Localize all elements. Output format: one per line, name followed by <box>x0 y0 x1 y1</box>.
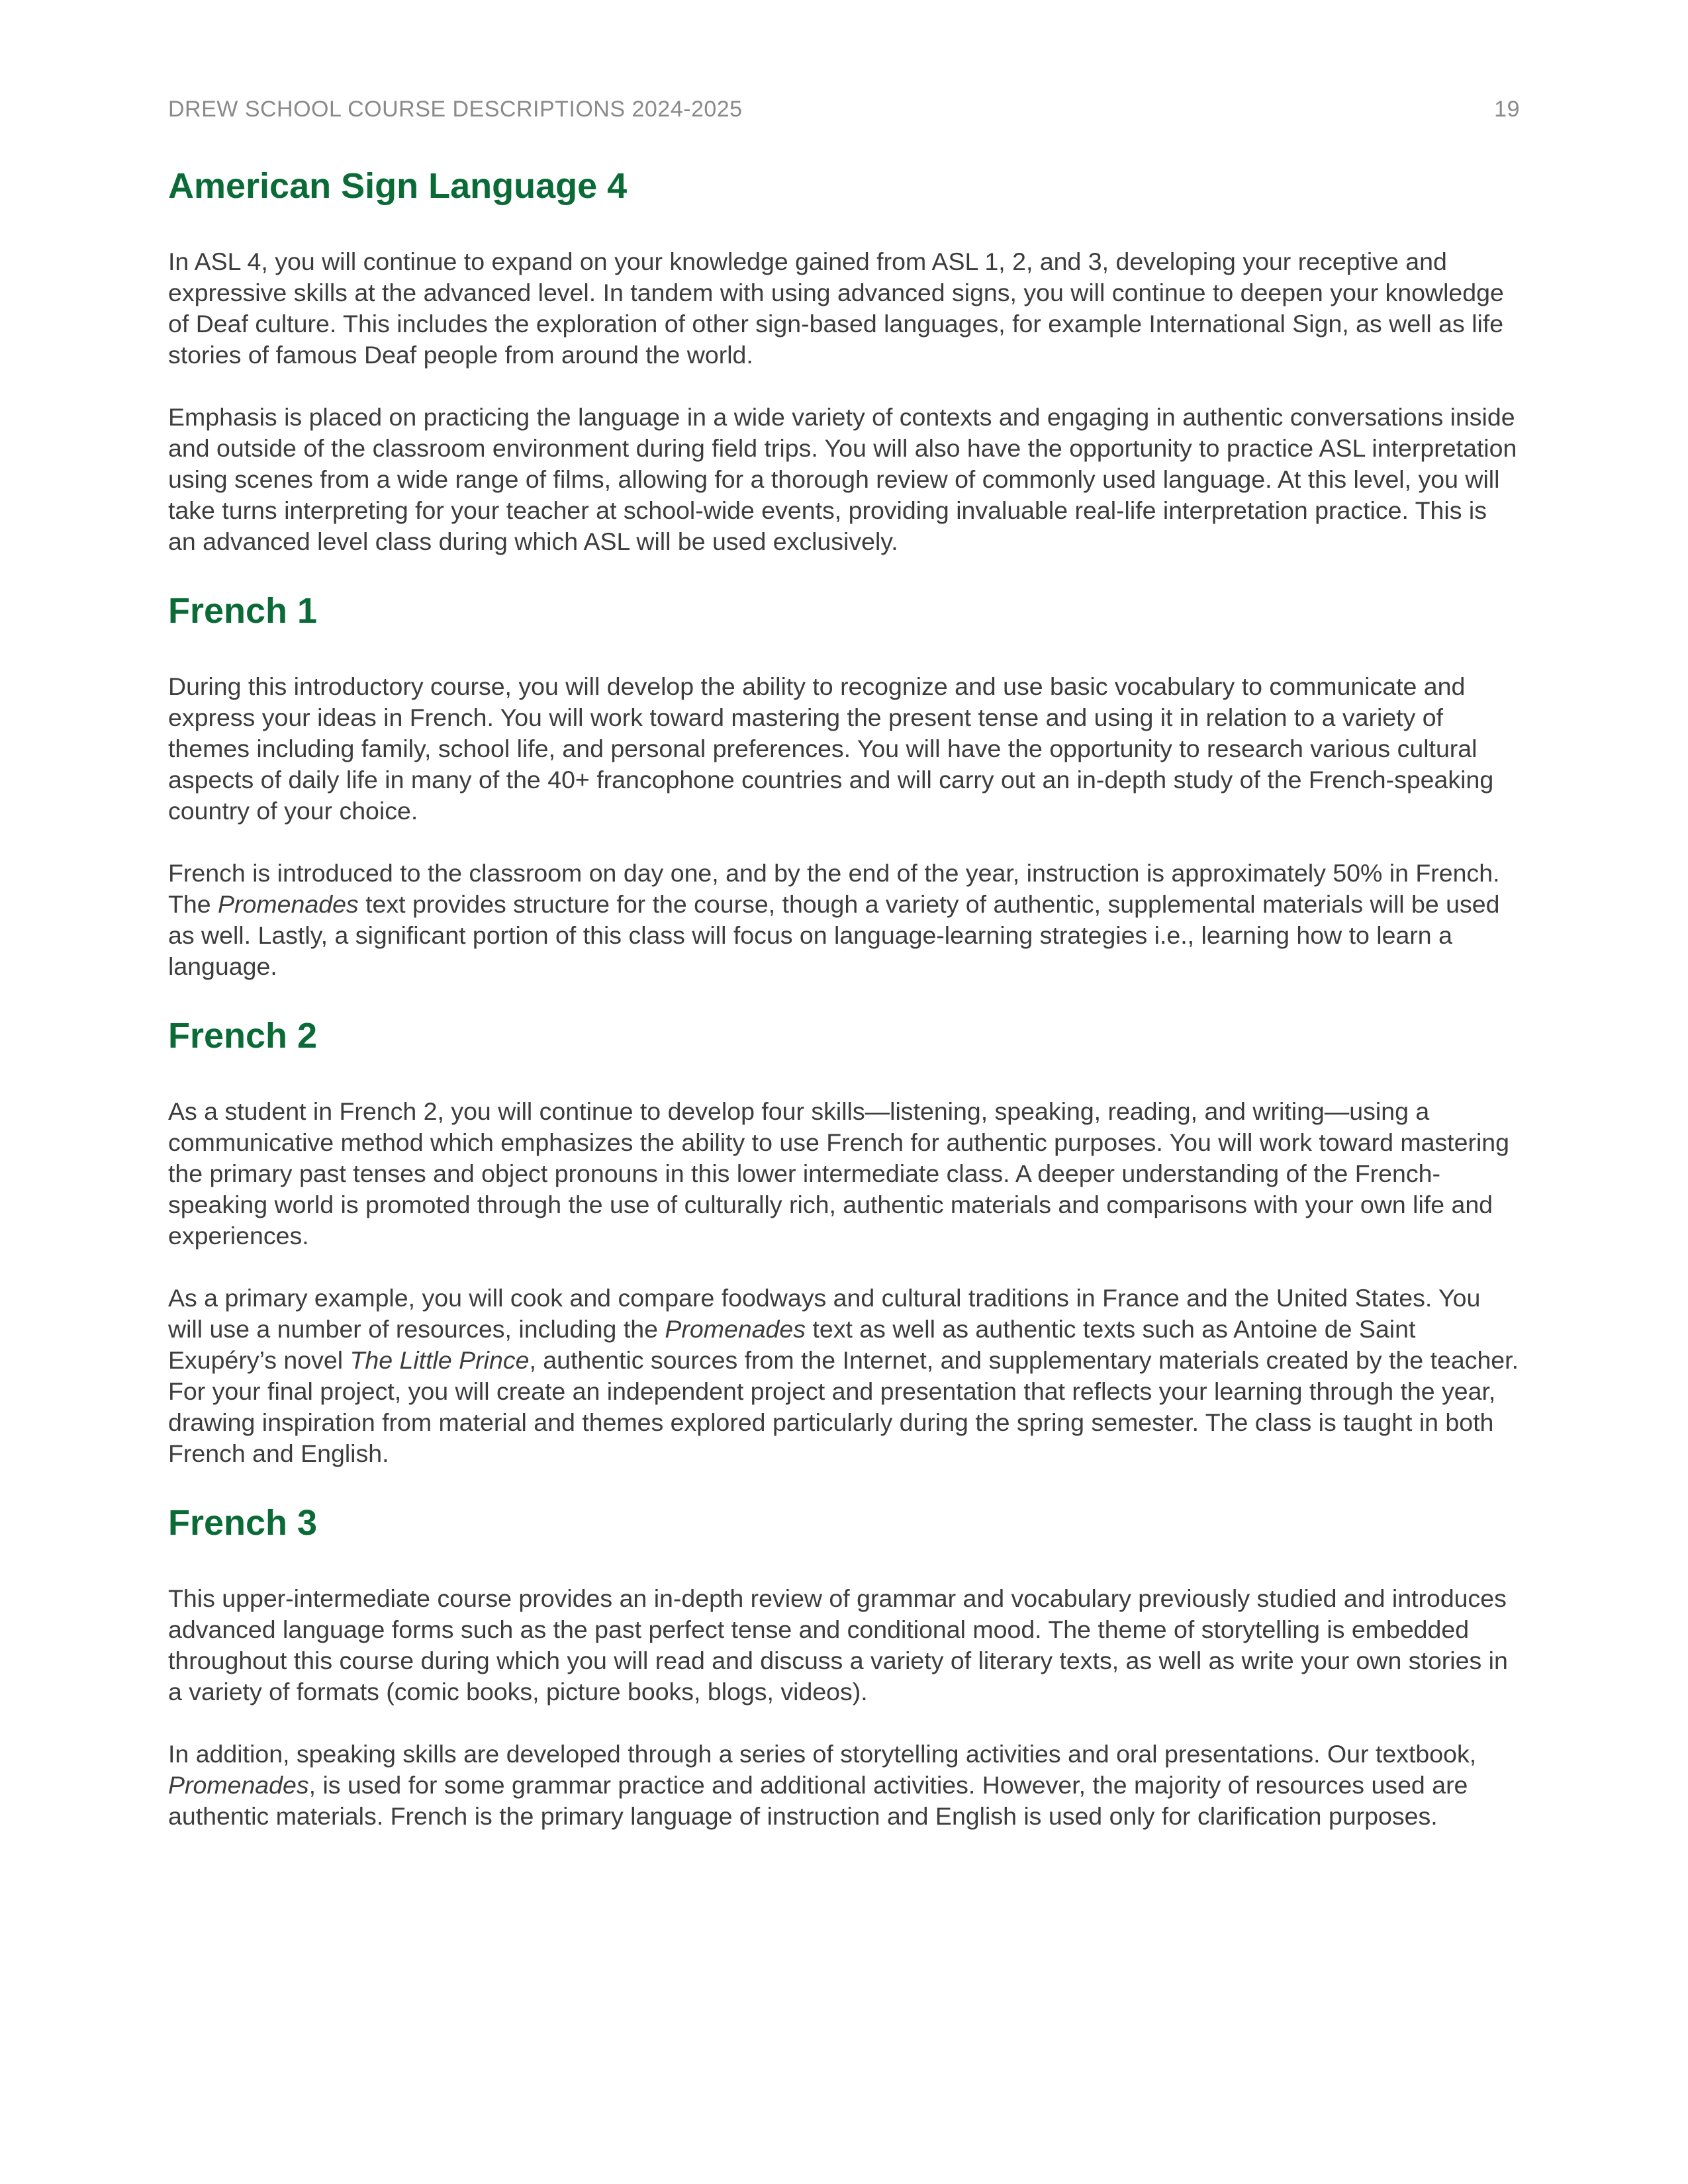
course-paragraph <box>168 858 1520 982</box>
text-run: French is introduced to the classroom on day one, and by the end of the year, instruction is approximately 50% in French. The <box>168 859 1500 918</box>
course-paragraph <box>168 1583 1520 1707</box>
course-paragraph <box>168 1739 1520 1832</box>
course-title: French 3 <box>168 1503 318 1543</box>
text-run: text as well as authentic texts such as Antoine de Saint Exupéry’s novel <box>168 1315 1416 1374</box>
course-paragraph <box>168 246 1520 371</box>
document-title: DREW SCHOOL COURSE DESCRIPTIONS 2024-2025 <box>168 97 743 122</box>
text-run: During this introductory course, you will develop the ability to recognize and use basic vocabulary to communicate and express your ideas in French. You will work toward mastering the present tense and using it in relation to a variety of themes including family, school life, and personal preferences. You will have the opportunity to research various cultural aspects of daily life in many of the 40+ francophone countries and will carry out an in-depth study of the French-speaking country of your choice. <box>168 672 1494 825</box>
book-title: Promenades <box>665 1315 806 1343</box>
course-paragraph <box>168 1283 1520 1469</box>
book-title: The Little Prince <box>350 1346 530 1374</box>
course-paragraph <box>168 1096 1520 1251</box>
book-title: Promenades <box>168 1771 309 1799</box>
course-section-french-3 <box>168 1500 1520 1832</box>
course-title: American Sign Language 4 <box>168 166 628 206</box>
course-section-french-1 <box>168 588 1520 982</box>
text-run: text provides structure for the course, though a variety of authentic, supplemental materials will be used as well. Lastly, a significant portion of this class will focus on language-learning strategies i.e., learning how to learn a language. <box>168 890 1500 980</box>
text-run: This upper-intermediate course provides an in-depth review of grammar and vocabulary previously studied and introduces advanced language forms such as the past perfect tense and conditional mood. The theme of storytelling is embedded throughout this course during which you will read and discuss a variety of literary texts, as well as write your own stories in a variety of formats (comic books, picture books, blogs, videos). <box>168 1584 1508 1706</box>
page-header <box>168 97 1520 126</box>
text-run: As a primary example, you will cook and compare foodways and cultural traditions in France and the United States. You will use a number of resources, including the <box>168 1284 1481 1343</box>
course-section-french-2 <box>168 1013 1520 1469</box>
text-run: Emphasis is placed on practicing the language in a wide variety of contexts and engaging in authentic conversations inside and outside of the classroom environment during field trips. You will also have the opportunity to practice ASL interpretation using scenes from a wide range of films, allowing for a thorough review of commonly used language. At this level, you will take turns interpreting for your teacher at school-wide events, providing invaluable real-life interpretation practice. This is an advanced level class during which ASL will be used exclusively. <box>168 403 1517 555</box>
text-run: In ASL 4, you will continue to expand on your knowledge gained from ASL 1, 2, and 3, developing your receptive and expressive skills at the advanced level. In tandem with using advanced signs, you will continue to deepen your knowledge of Deaf culture. This includes the exploration of other sign-based languages, for example International Sign, as well as life stories of famous Deaf people from around the world. <box>168 248 1504 369</box>
text-run: , authentic sources from the Internet, and supplementary materials created by the teacher. For your final project, you will create an independent project and presentation that reflects your learning through the year, drawing inspiration from material and themes explored particularly during the spring semester. The class is taught in both French and English. <box>168 1346 1519 1467</box>
text-run: In addition, speaking skills are developed through a series of storytelling activities and oral presentations. Our textbook, <box>168 1740 1477 1768</box>
course-title: French 1 <box>168 591 318 631</box>
course-descriptions <box>168 163 1520 1862</box>
text-run: As a student in French 2, you will continue to develop four skills—listening, speaking, reading, and writing—using a communicative method which emphasizes the ability to use French for authentic purposes. You will work toward mastering the primary past tenses and object pronouns in this lower intermediate class. A deeper understanding of the French-speaking world is promoted through the use of culturally rich, authentic materials and comparisons with your own life and experiences. <box>168 1097 1509 1250</box>
course-title: French 2 <box>168 1016 318 1056</box>
text-run: , is used for some grammar practice and additional activities. However, the majority of resources used are authentic materials. French is the primary language of instruction and English is used only for clarification purposes. <box>168 1771 1468 1830</box>
book-title: Promenades <box>218 890 359 918</box>
page-number: 19 <box>1494 97 1520 122</box>
course-paragraph <box>168 671 1520 827</box>
course-paragraph <box>168 402 1520 557</box>
course-section-asl-4 <box>168 163 1520 557</box>
